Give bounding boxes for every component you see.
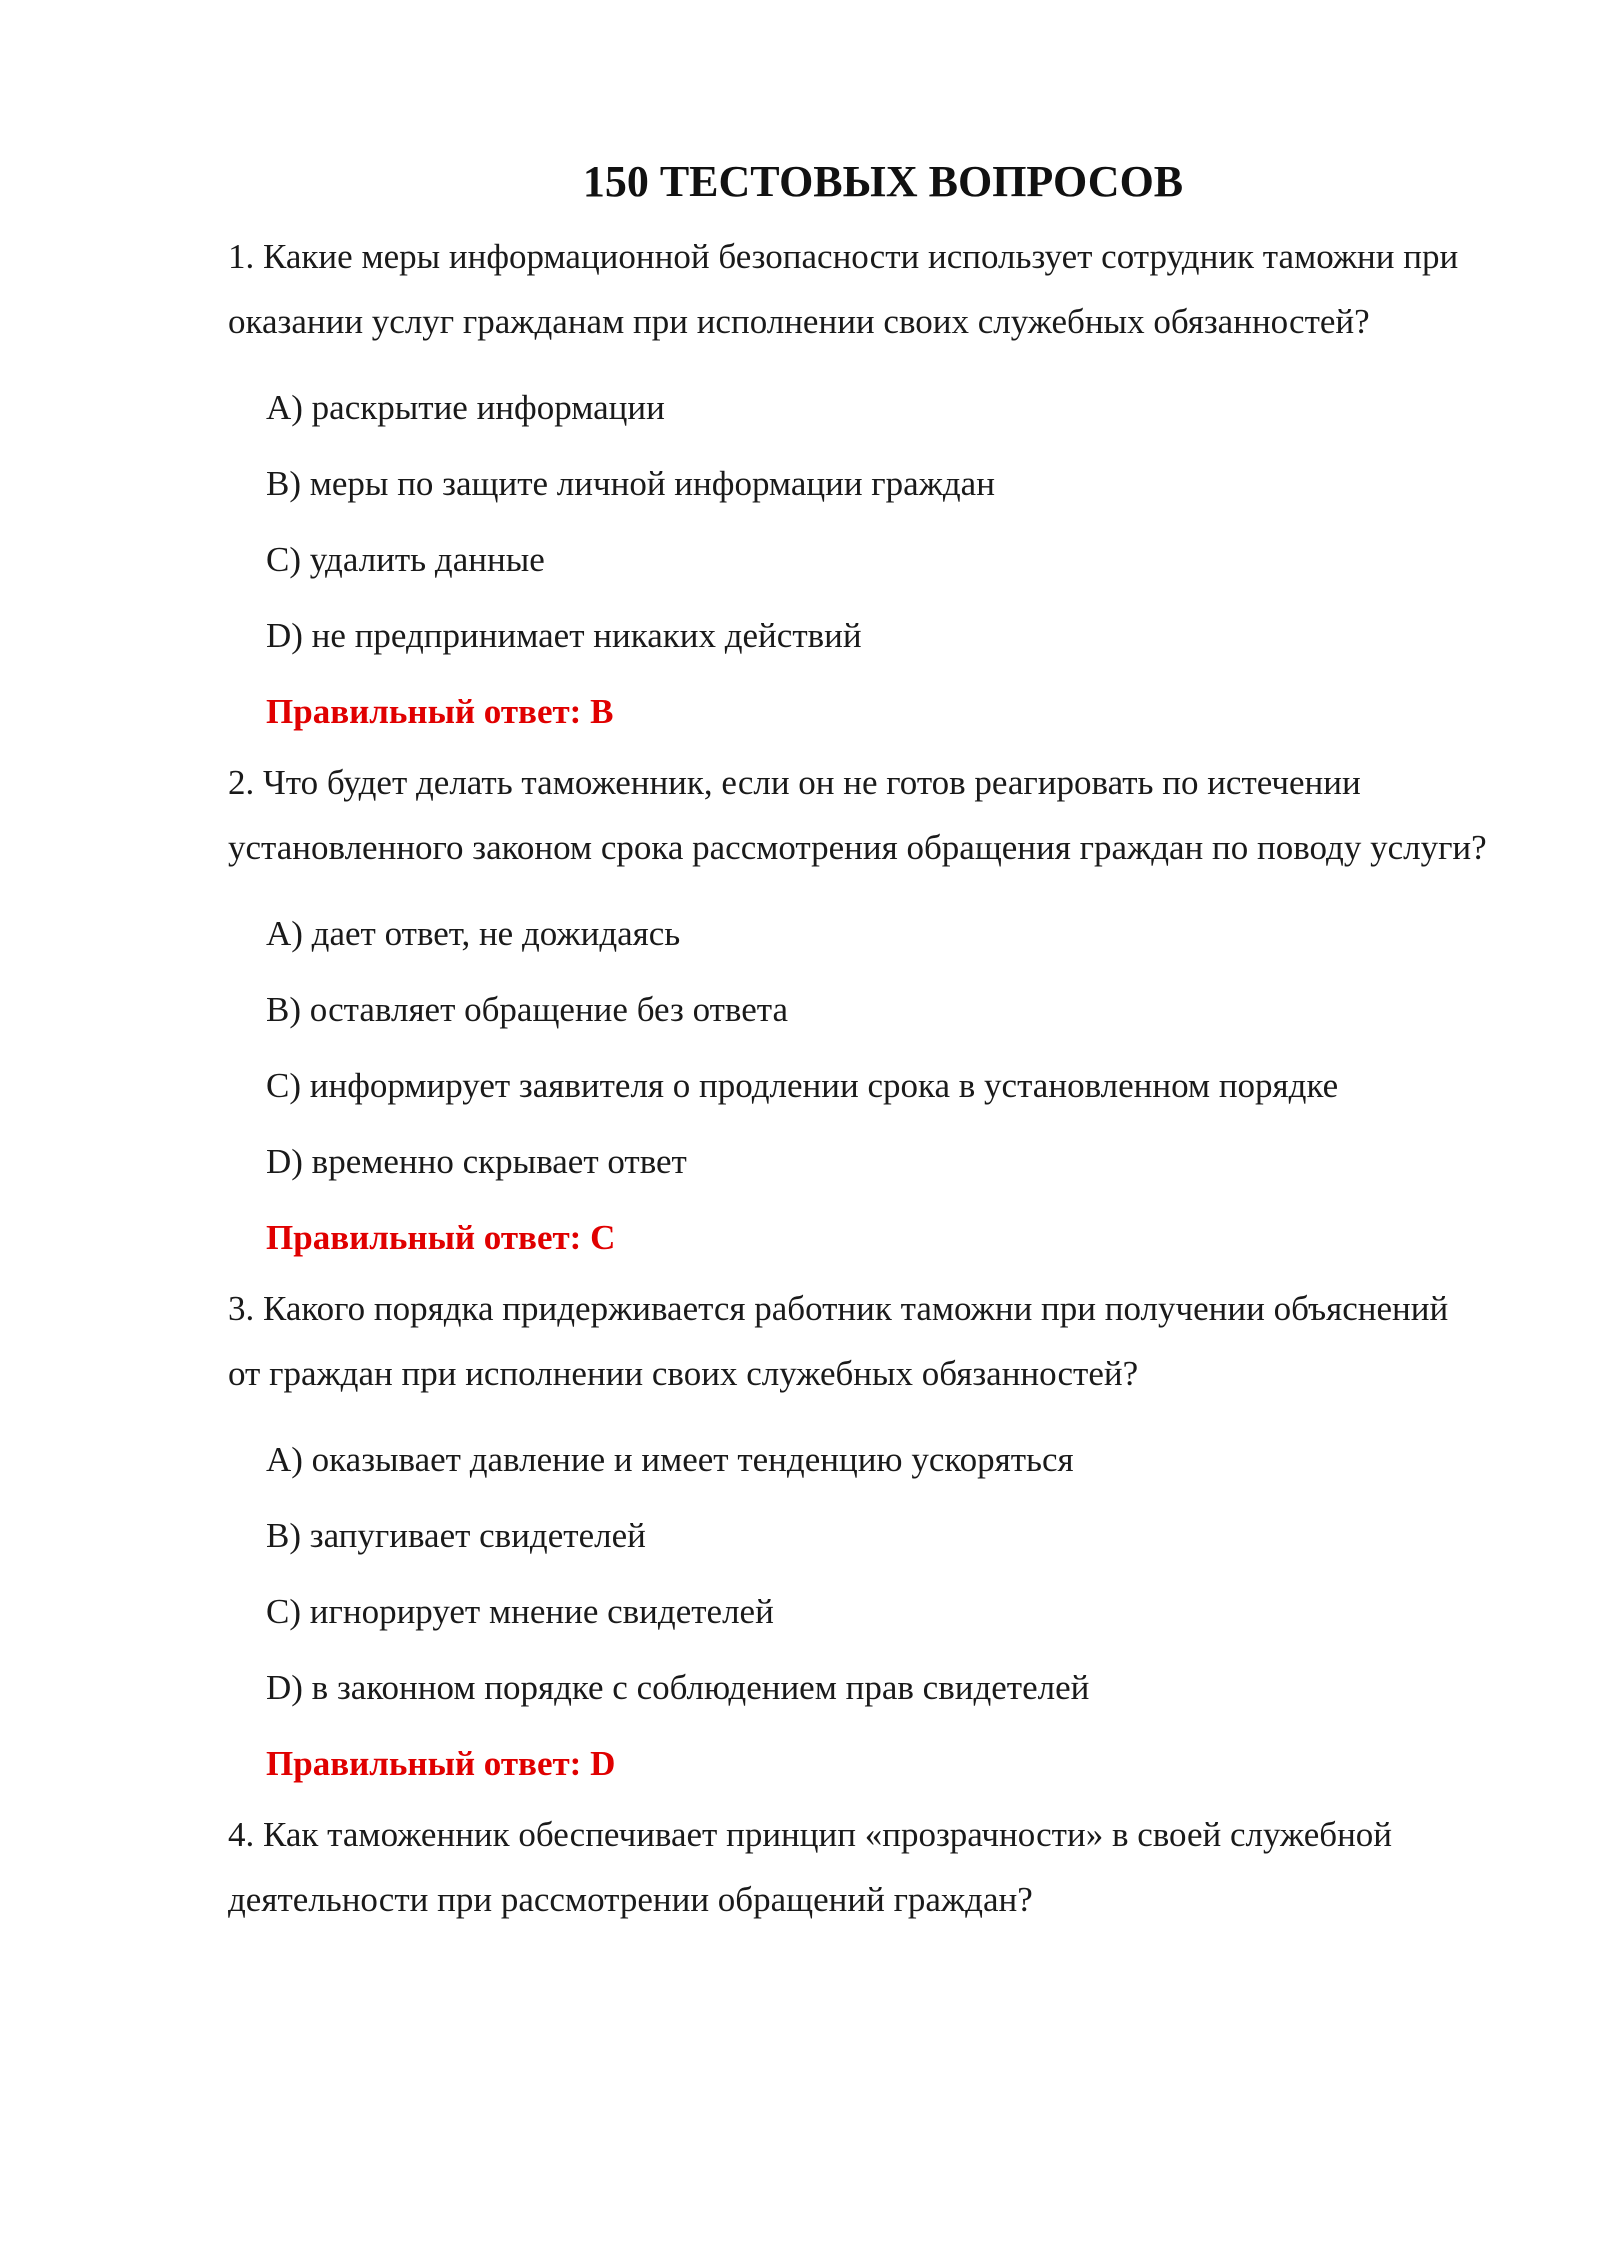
option-d: D) временно скрывает ответ (266, 1142, 687, 1181)
option-list (228, 896, 1488, 1200)
option-d: D) в законном порядке с соблюдением прав свидетелей (266, 1668, 1090, 1707)
correct-answer: Правильный ответ: D (266, 1744, 616, 1783)
question-block-1 (228, 224, 1488, 750)
document-page (228, 150, 1488, 1932)
question-text: 3. Какого порядка придерживается работник таможни при получении объяснений от граждан при исполнении своих служебных обязанностей? (228, 1289, 1449, 1393)
option-c: C) игнорирует мнение свидетелей (266, 1592, 774, 1631)
option-a: A) оказывает давление и имеет тенденцию ускоряться (266, 1440, 1074, 1479)
option-c: C) информирует заявителя о продлении срока в установленном порядке (266, 1066, 1339, 1105)
option-c: C) удалить данные (266, 540, 545, 579)
page-title: 150 ТЕСТОВЫХ ВОПРОСОВ (582, 157, 1184, 206)
option-list (228, 370, 1488, 674)
option-b: B) оставляет обращение без ответа (266, 990, 789, 1029)
question-text: 4. Как таможенник обеспечивает принцип «прозрачности» в своей служебной деятельности при рассмотрении обращений граждан? (228, 1815, 1393, 1919)
option-b: B) меры по защите личной информации граждан (266, 464, 995, 503)
option-d: D) не предпринимает никаких действий (266, 616, 862, 655)
correct-answer: Правильный ответ: B (266, 692, 614, 731)
option-list (228, 1422, 1488, 1726)
option-a: A) раскрытие информации (266, 388, 665, 427)
question-block-3 (228, 1276, 1488, 1802)
question-text: 1. Какие меры информационной безопасности использует сотрудник таможни при оказании услуг гражданам при исполнении своих служебных обязанностей? (228, 237, 1459, 341)
question-text: 2. Что будет делать таможенник, если он не готов реагировать по истечении установленного законом срока рассмотрения обращения граждан по поводу услуги? (228, 763, 1487, 867)
question-block-2 (228, 750, 1488, 1276)
correct-answer: Правильный ответ: C (266, 1218, 616, 1257)
option-a: A) дает ответ, не дожидаясь (266, 914, 681, 953)
question-block-4 (228, 1802, 1488, 1932)
option-b: B) запугивает свидетелей (266, 1516, 646, 1555)
